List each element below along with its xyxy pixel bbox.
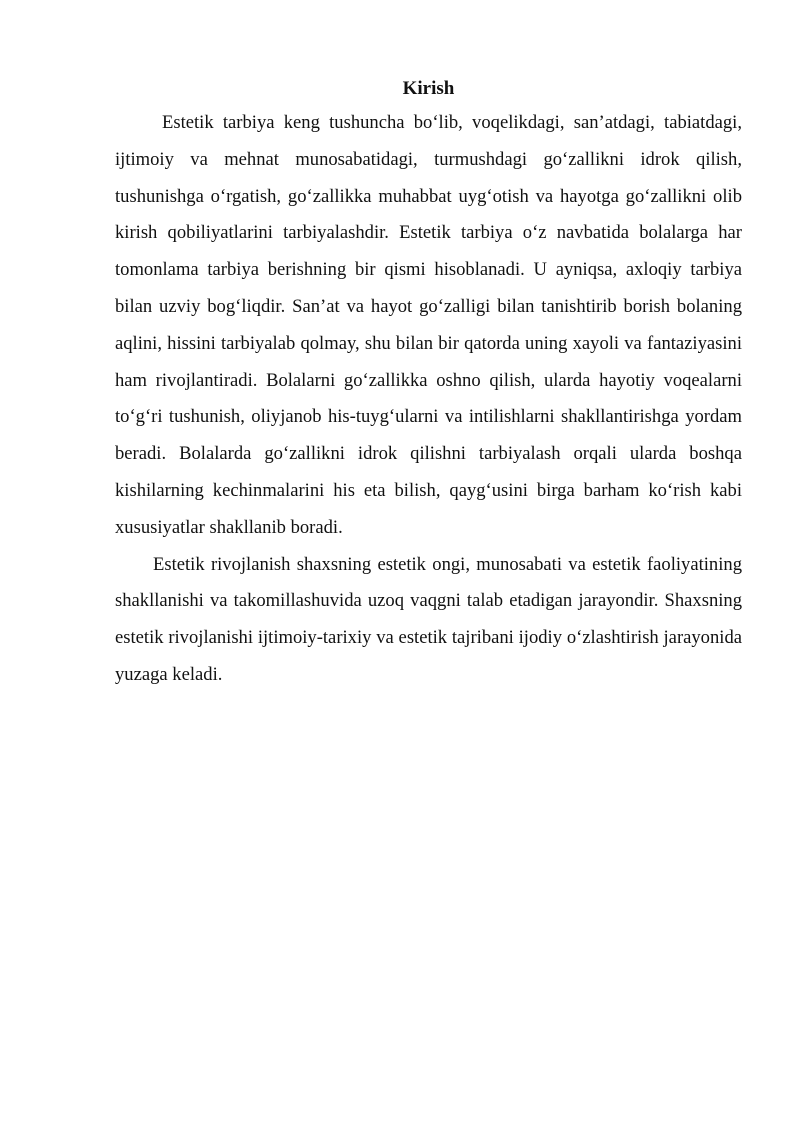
paragraph-aesthetic-education: Estetik tarbiya keng tushuncha bo‘lib, voqelikdagi, san’atdagi, tabiatdagi, ijtimoiy va mehnat munosabatidagi, turmushdagi go‘zallikni idrok qilish, tushunishga o‘rgatish, go‘zallikka muhabbat uyg‘otish va hayotga go‘zallikni olib kirish qobiliyatlarini tarbiyalashdir. Estetik tarbiya o‘z navbatida bolalarga har tomonlama tarbiya berishning bir qismi hisoblanadi. U ayniqsa, axloqiy tarbiya bilan uzviy bog‘liqdir. San’at va hayot go‘zalligi bilan tanishtirib borish bolaning aqlini, hissini tarbiyalab qolmay, shu bilan bir qatorda uning xayoli va fantaziyasini ham rivojlantiradi. Bolalarni go‘zallikka oshno qilish, ularda hayotiy voqealarni to‘g‘ri tushunish, oliyjanob his-tuyg‘ularni va intilishlarni shakllantirishga yordam beradi. Bolalarda go‘zallikni idrok qilishni tarbiyalash orqali ularda boshqa kishilarning kechinmalarini his eta bilish, qayg‘usini birga barham ko‘rish kabi xususiyatlar shakllanib boradi. bbox=[115, 112, 742, 538]
document-body bbox=[115, 73, 742, 694]
paragraph-aesthetic-development: Estetik rivojlanish shaxsning estetik ongi, munosabati va estetik faoliyatining shakllanishi va takomillashuvida uzoq vaqgni talab etadigan jarayondir. Shaxsning estetik rivojlanishi ijtimoiy-tarixiy va estetik tajribani ijodiy o‘zlashtirish jarayonida yuzaga keladi. bbox=[115, 553, 742, 685]
document-title: Kirish bbox=[402, 78, 455, 99]
